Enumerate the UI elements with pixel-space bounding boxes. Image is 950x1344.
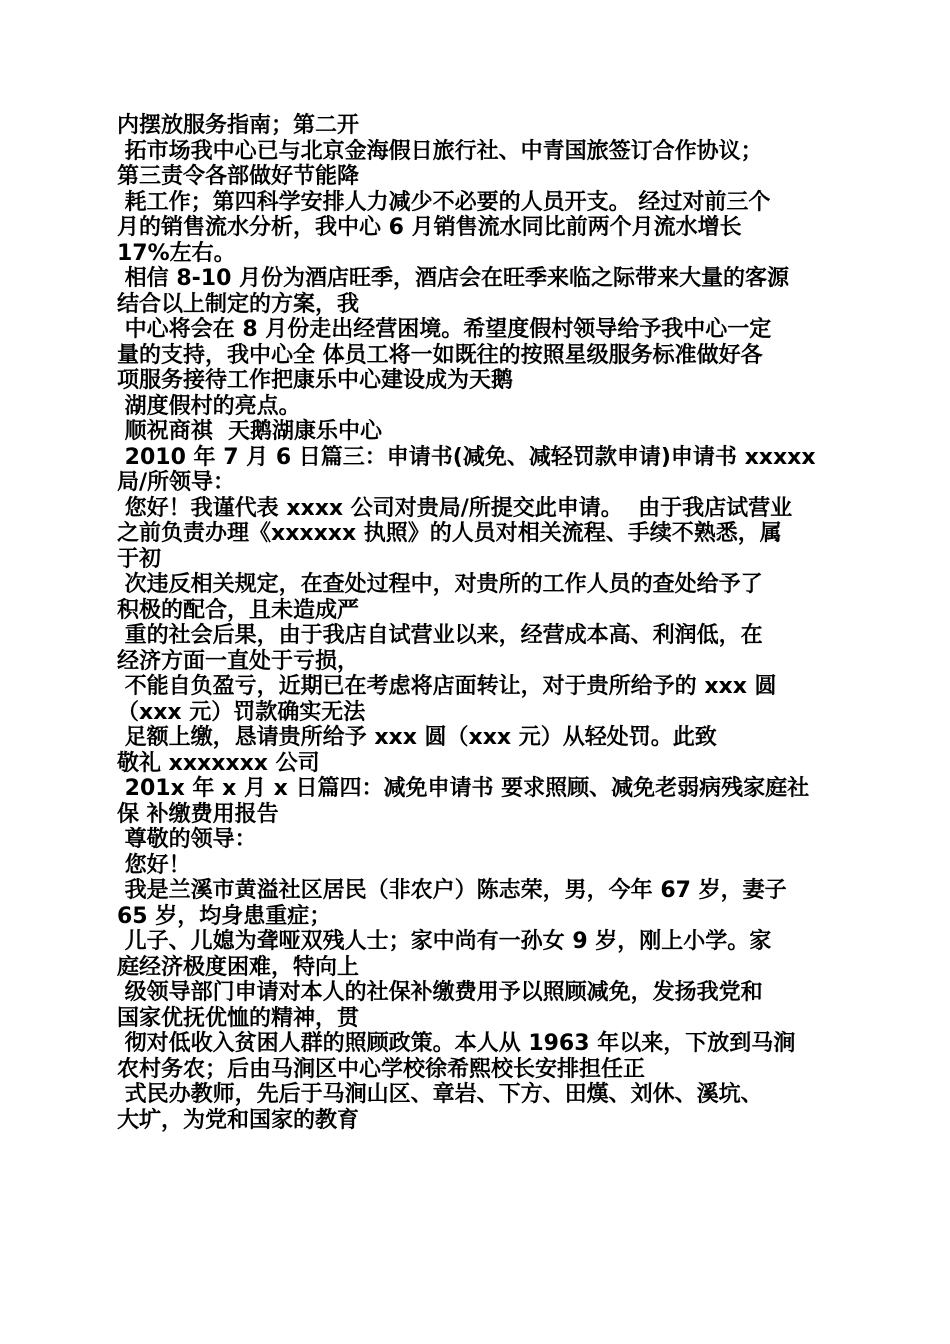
text-line: 您好！我谨代表 xxxx 公司对贵局/所提交此申请。 由于我店试营业 — [117, 495, 793, 521]
text-line: 彻对低收入贫困人群的照顾政策。本人从 1963 年以来，下放到马涧 — [117, 1031, 796, 1056]
text-line: 2010 年 7 月 6 日篇三：申请书(减免、减轻罚款申请)申请书 xxxxx — [117, 444, 816, 470]
text-line: 耗工作；第四科学安排人力减少不必要的人员开支。 经过对前三个 — [117, 189, 771, 215]
text-line: 湖度假村的亮点。 — [117, 393, 301, 419]
text-line: 相信 8-10 月份为酒店旺季，酒店会在旺季来临之际带来大量的客源 — [117, 266, 790, 291]
text-line: 17%左右。 — [117, 240, 236, 266]
document-body — [117, 113, 837, 1133]
text-line: 内摆放服务指南；第二开 — [117, 113, 360, 138]
text-line: 结合以上制定的方案，我 — [117, 291, 360, 317]
text-line: 量的支持，我中心全 体员工将一如既往的按照星级服务标准做好各 — [117, 342, 763, 368]
text-line: 大圹，为党和国家的教育 — [117, 1107, 360, 1133]
text-line: 月的销售流水分析，我中心 6 月销售流水同比前两个月流水增长 — [117, 215, 742, 240]
text-line: 经济方面一直处于亏损， — [117, 648, 360, 674]
text-line: 我是兰溪市黄溢社区居民（非农户）陈志荣，男，今年 67 岁，妻子 — [117, 878, 787, 903]
text-line: 国家优抚优恤的精神，贯 — [117, 1005, 360, 1031]
text-line: 之前负责办理《xxxxxx 执照》的人员对相关流程、手续不熟悉，属 — [117, 521, 782, 546]
text-line: （xxx 元）罚款确实无法 — [117, 699, 366, 725]
text-line: 次违反相关规定，在查处过程中，对贵所的工作人员的查处给予了 — [117, 572, 763, 597]
text-line: 积极的配合，且未造成严 — [117, 597, 360, 623]
text-line: 庭经济极度困难，特向上 — [117, 954, 360, 980]
text-line: 65 岁，均身患重症； — [117, 903, 332, 929]
text-line: 重的社会后果，由于我店自试营业以来，经营成本高、利润低，在 — [117, 623, 763, 648]
text-line: 农村务农；后由马涧区中心学校徐希熙校长安排担任正 — [117, 1056, 646, 1082]
text-line: 尊敬的领导： — [117, 827, 257, 852]
text-line: 式民办教师，先后于马涧山区、章岩、下方、田熯、刘休、溪坑、 — [117, 1082, 763, 1107]
text-line: 于初 — [117, 546, 162, 572]
text-line: 201x 年 x 月 x 日篇四：减免申请书 要求照顾、减免老弱病残家庭社 — [117, 776, 810, 801]
text-line: 中心将会在 8 月份走出经营困境。希望度假村领导给予我中心一定 — [117, 317, 772, 342]
text-line: 拓市场我中心已与北京金海假日旅行社、中青国旅签订合作协议； — [117, 138, 763, 164]
text-line: 敬礼 xxxxxxx 公司 — [117, 750, 320, 776]
text-line: 顺祝商祺 天鹅湖康乐中心 — [117, 419, 382, 444]
text-line: 项服务接待工作把康乐中心建设成为天鹅 — [117, 368, 514, 393]
text-line: 第三责令各部做好节能降 — [117, 164, 360, 189]
text-line: 级领导部门申请对本人的社保补缴费用予以照顾减免，发扬我党和 — [117, 980, 763, 1005]
text-line: 儿子、儿媳为聋哑双残人士；家中尚有一孙女 9 岁，刚上小学。家 — [117, 929, 772, 954]
text-line: 您好！ — [117, 852, 191, 878]
text-line: 保 补缴费用报告 — [117, 801, 279, 827]
text-line: 不能自负盈亏，近期已在考虑将店面转让，对于贵所给予的 xxx 圆 — [117, 674, 777, 699]
text-line: 足额上缴，恳请贵所给予 xxx 圆（xxx 元）从轻处罚。此致 — [117, 725, 717, 750]
text-line: 局/所领导： — [117, 470, 236, 495]
